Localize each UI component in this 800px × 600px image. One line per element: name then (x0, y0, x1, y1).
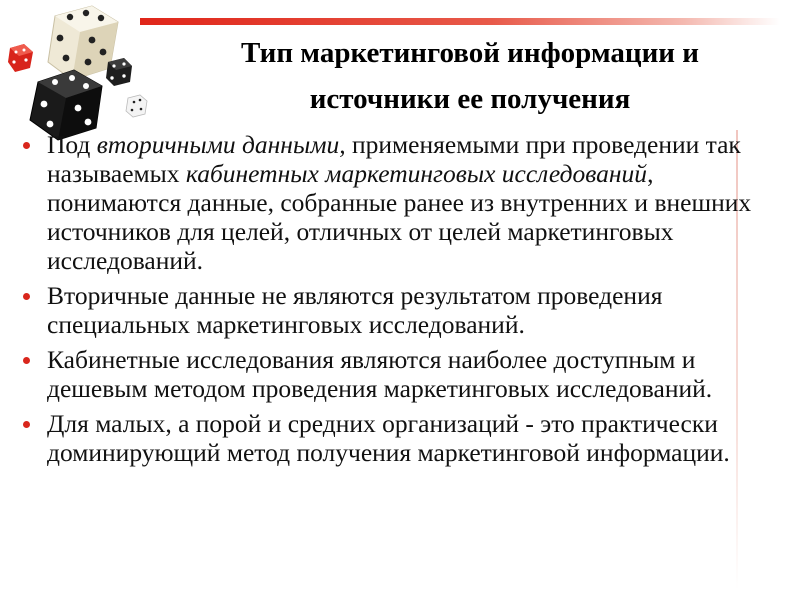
bullet-text-segment-italic: кабинетных маркетинговых исследований (185, 159, 648, 188)
bullet-marker-icon (23, 142, 30, 149)
page-title (175, 30, 765, 122)
bullet-text-segment: Вторичные данные не являются результатом проведения специальных маркетинговых исследований. (47, 281, 663, 339)
dice-icon (0, 0, 170, 150)
bullet-text-segment: , понимаются данные, собранные ранее из внутренних и внешних источников для целей, отличных от целей маркетинговых исследований. (47, 159, 752, 275)
bullet-text-segment: Для малых, а порой и средних организаций - это практически доминирующий метод получения маркетинговой информации. (47, 409, 730, 467)
bullet-text-segment-italic: вторичными данными, (96, 130, 346, 159)
bullet-item (0, 130, 760, 275)
small-black-die (106, 58, 132, 86)
bullet-item (0, 409, 760, 467)
bullet-marker-icon (23, 293, 30, 300)
tiny-white-die (126, 95, 147, 117)
bullet-item (0, 345, 760, 403)
title-line-1: Тип маркетинговой информации и (241, 37, 699, 69)
title-accent-rule (140, 18, 780, 25)
bullet-item (0, 281, 760, 339)
red-die (8, 44, 33, 72)
title-line-2: источники ее получения (309, 83, 631, 115)
bullet-marker-icon (23, 357, 30, 364)
bullet-text-segment: Кабинетные исследования являются наиболее доступным и дешевым методом проведения маркетинговых исследований. (47, 345, 713, 403)
bullet-text-segment: Под (47, 130, 97, 159)
bullet-marker-icon (23, 421, 30, 428)
bullet-text-segment: применяемыми при проведении так называемых (47, 130, 741, 188)
bullet-list (0, 130, 760, 473)
